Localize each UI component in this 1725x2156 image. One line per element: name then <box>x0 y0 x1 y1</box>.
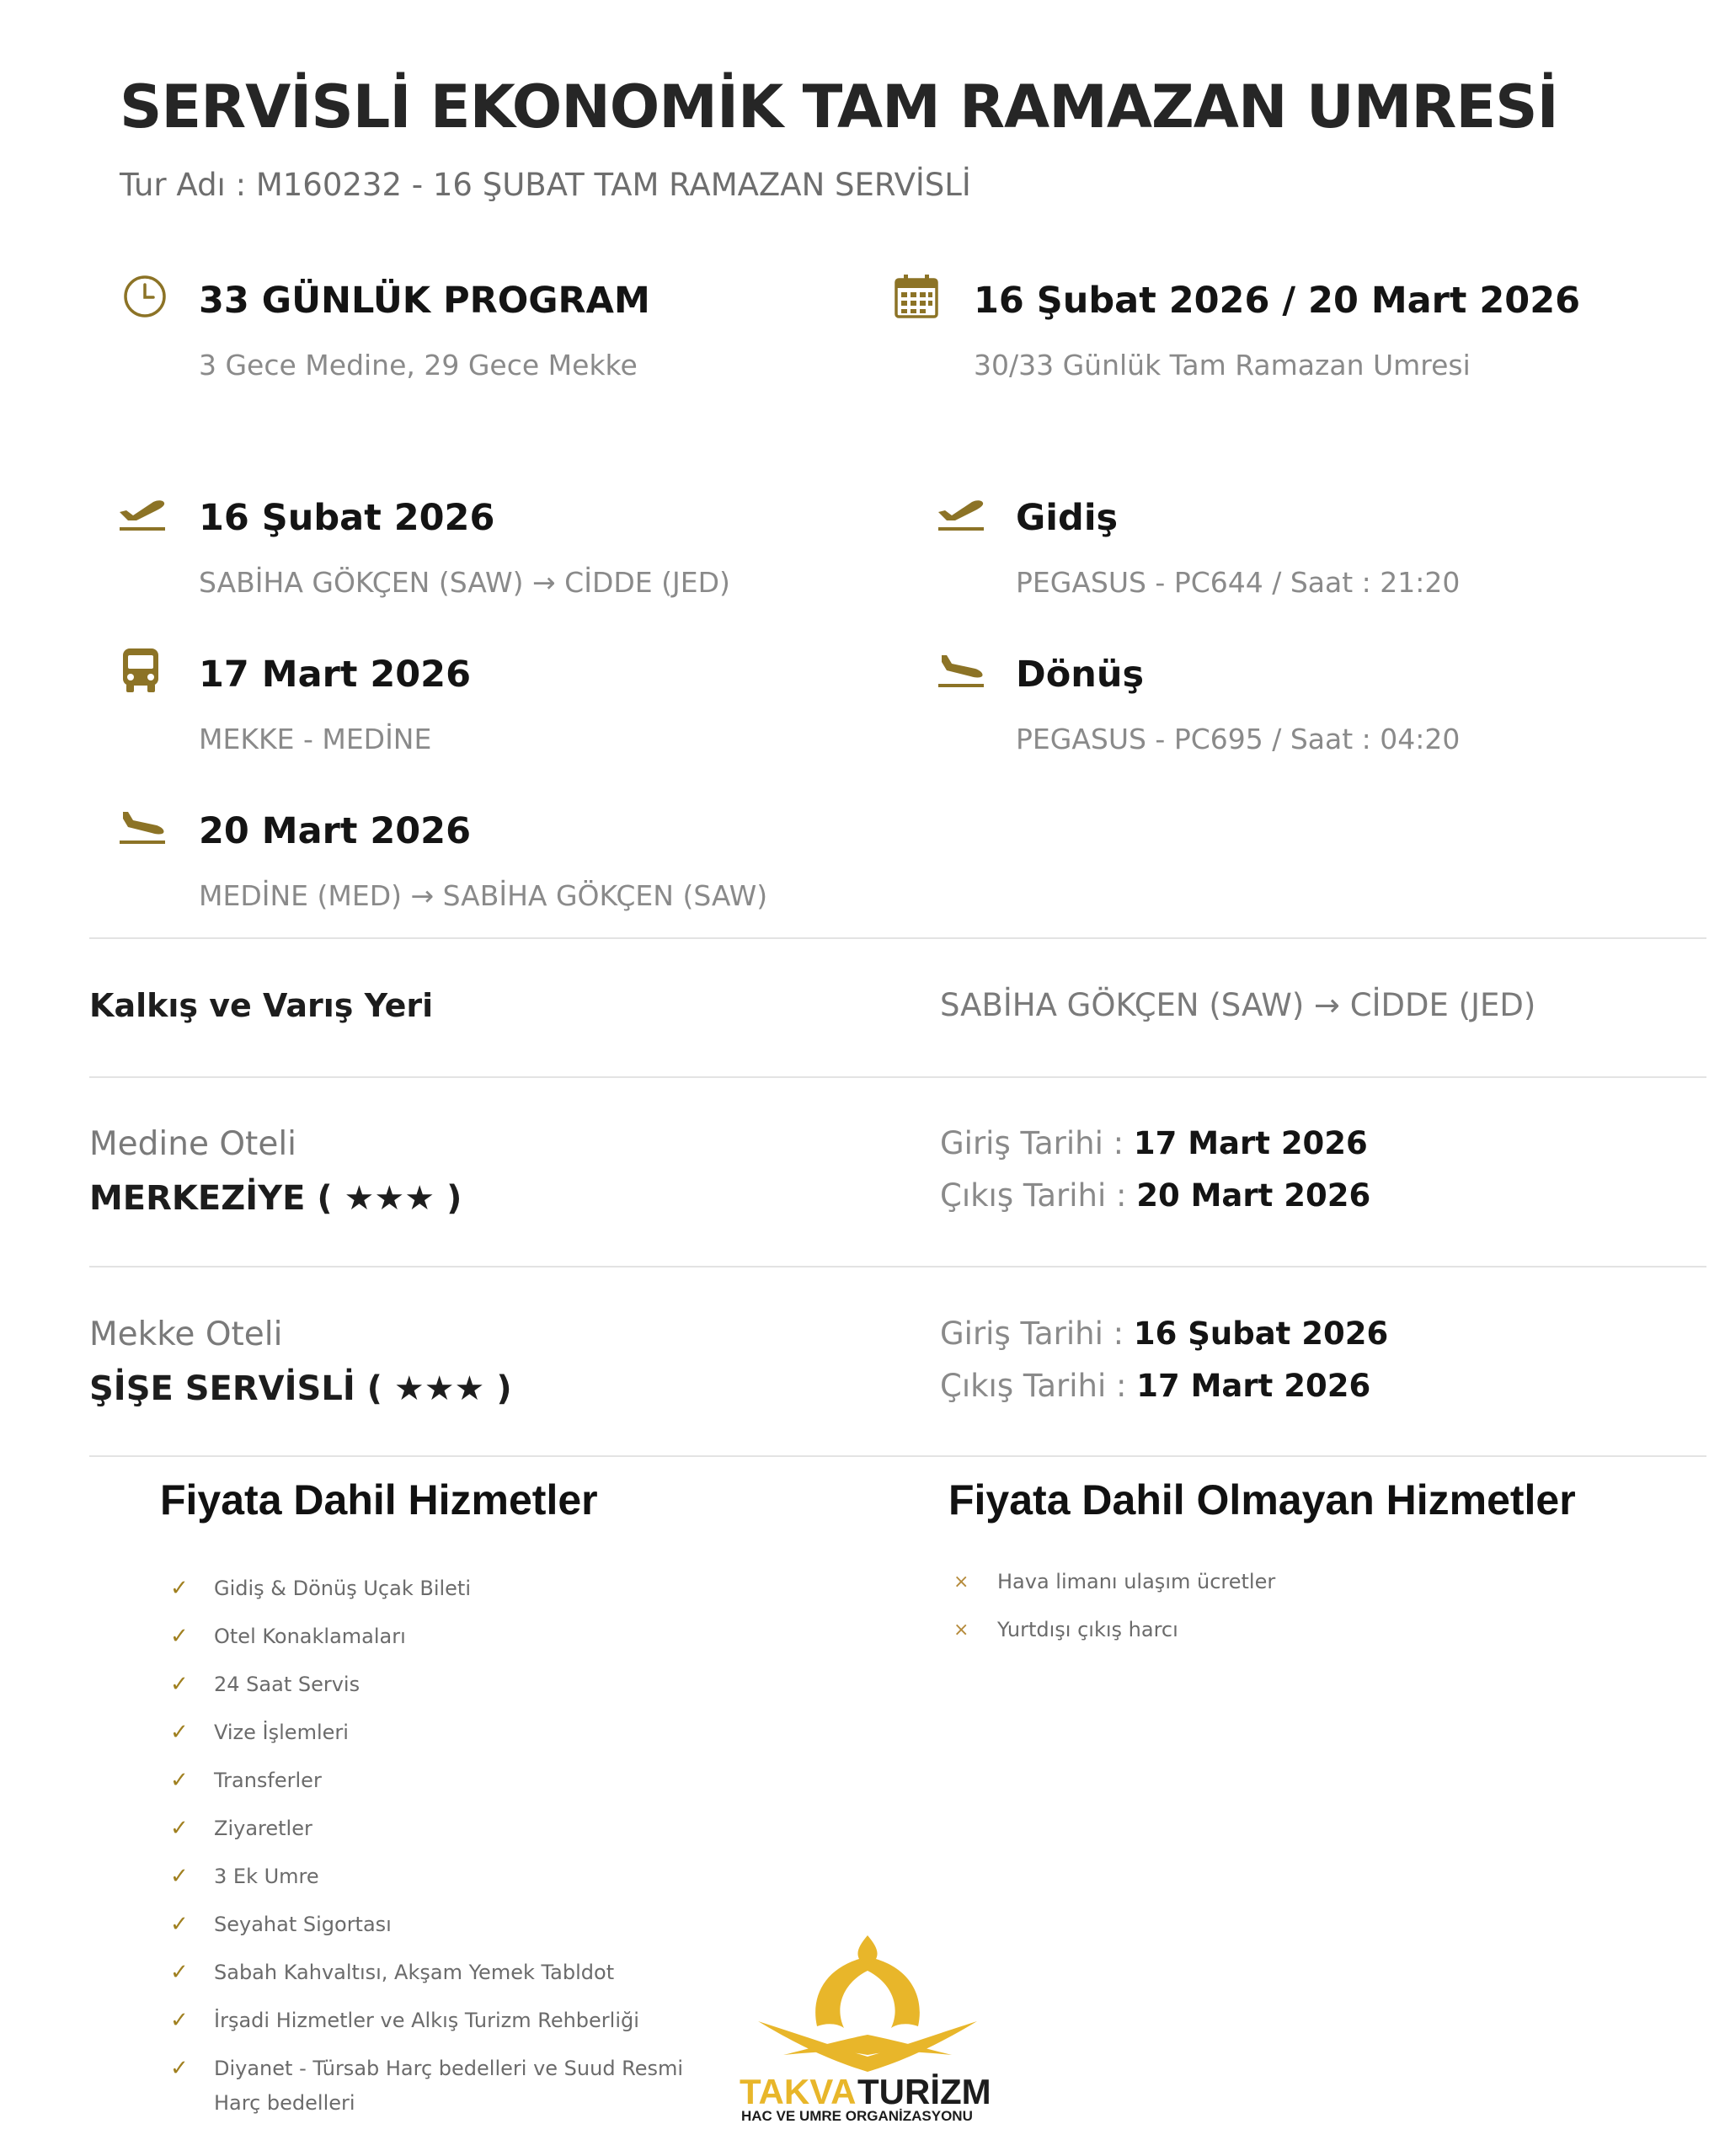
divider <box>89 1076 1706 1078</box>
included-item <box>170 1860 709 1894</box>
check-icon: ✓ <box>170 2008 189 2033</box>
included-item-label: İrşadi Hizmetler ve Alkış Turizm Rehberliği <box>214 2009 639 2032</box>
included-item <box>170 1908 709 1942</box>
check-icon: ✓ <box>170 1912 189 1937</box>
included-item-label: 3 Ek Umre <box>214 1865 319 1888</box>
medina-hotel-name: MERKEZİYE ( ★★★ ) <box>89 1179 462 1218</box>
clock-icon <box>120 271 170 322</box>
itinerary-1-sub: SABİHA GÖKÇEN (SAW) → CİDDE (JED) <box>199 566 730 599</box>
included-item-label: Otel Konaklamaları <box>214 1625 406 1648</box>
medina-checkin: Giriş Tarihi : 17 Mart 2026 <box>940 1125 1368 1161</box>
svg-text:TAKVA: TAKVA <box>740 2072 857 2111</box>
program-sub: 3 Gece Medine, 29 Gece Mekke <box>199 349 638 382</box>
dates-sub: 30/33 Günlük Tam Ramazan Umresi <box>974 349 1471 382</box>
included-item-label: Transferler <box>214 1769 322 1792</box>
route-value: SABİHA GÖKÇEN (SAW) → CİDDE (JED) <box>940 987 1536 1023</box>
excluded-services-list <box>953 1565 1493 1661</box>
check-icon: ✓ <box>170 1768 189 1793</box>
flight-return-title: Dönüş <box>1016 654 1145 696</box>
flight-outbound-title: Gidiş <box>1016 497 1119 539</box>
medina-hotel-label: Medine Oteli <box>89 1125 296 1163</box>
plane-arrival-icon <box>937 650 985 692</box>
included-item-label: Diyanet - Türsab Harç bedelleri ve Suud Resmi Harç bedelleri <box>214 2057 684 2115</box>
svg-text:TURİZM: TURİZM <box>857 2072 991 2111</box>
itinerary-2-title: 17 Mart 2026 <box>199 654 472 696</box>
flight-return-sub: PEGASUS - PC695 / Saat : 04:20 <box>1016 723 1461 755</box>
mecca-hotel-name: ŞİŞE SERVİSLİ ( ★★★ ) <box>89 1369 512 1408</box>
route-label: Kalkış ve Varış Yeri <box>89 987 434 1024</box>
included-item-label: Vize İşlemleri <box>214 1721 349 1744</box>
medina-checkout: Çıkış Tarihi : 20 Mart 2026 <box>940 1177 1371 1214</box>
plane-arrival-icon <box>118 807 167 849</box>
takva-turizm-logo <box>733 1929 1002 2122</box>
check-icon: ✓ <box>170 1720 189 1745</box>
itinerary-3-sub: MEDİNE (MED) → SABİHA GÖKÇEN (SAW) <box>199 879 768 912</box>
included-item <box>170 1812 709 1846</box>
included-services-title: Fiyata Dahil Hizmetler <box>160 1476 598 1524</box>
included-item <box>170 1668 709 1702</box>
divider <box>89 1455 1706 1457</box>
check-icon: ✓ <box>170 1864 189 1889</box>
check-icon: ✓ <box>170 2056 189 2081</box>
included-item <box>170 1764 709 1798</box>
bus-icon <box>120 647 162 694</box>
included-item <box>170 2052 709 2121</box>
check-icon: ✓ <box>170 1576 189 1601</box>
included-item-label: Ziyaretler <box>214 1817 312 1840</box>
mosque-dome-icon <box>733 1929 1002 2122</box>
excluded-services-title: Fiyata Dahil Olmayan Hizmetler <box>948 1476 1576 1524</box>
included-item <box>170 1716 709 1750</box>
included-item <box>170 1572 709 1606</box>
excluded-item <box>953 1613 1493 1647</box>
itinerary-2-sub: MEKKE - MEDİNE <box>199 723 432 755</box>
check-icon: ✓ <box>170 1624 189 1649</box>
divider <box>89 937 1706 939</box>
program-title: 33 GÜNLÜK PROGRAM <box>199 280 650 322</box>
mecca-hotel-label: Mekke Oteli <box>89 1315 283 1353</box>
excluded-item <box>953 1565 1493 1599</box>
included-item-label: Sabah Kahvaltısı, Akşam Yemek Tabldot <box>214 1961 615 1984</box>
included-item <box>170 1620 709 1654</box>
plane-departure-icon <box>937 492 985 534</box>
mecca-checkin: Giriş Tarihi : 16 Şubat 2026 <box>940 1315 1389 1352</box>
plane-departure-icon <box>118 492 167 534</box>
excluded-item-label: Hava limanı ulaşım ücretler <box>997 1570 1276 1593</box>
included-item <box>170 1956 709 1990</box>
page-title: SERVİSLİ EKONOMİK TAM RAMAZAN UMRESİ <box>120 72 1558 141</box>
dates-title: 16 Şubat 2026 / 20 Mart 2026 <box>974 280 1581 322</box>
included-item <box>170 2004 709 2038</box>
itinerary-3-title: 20 Mart 2026 <box>199 810 472 852</box>
svg-text:HAC VE UMRE ORGANİZASYONU: HAC VE UMRE ORGANİZASYONU <box>741 2108 973 2122</box>
included-services-list <box>170 1572 709 2134</box>
itinerary-1-title: 16 Şubat 2026 <box>199 497 495 539</box>
divider <box>89 1266 1706 1267</box>
cross-icon: × <box>953 1620 969 1641</box>
flight-outbound-sub: PEGASUS - PC644 / Saat : 21:20 <box>1016 566 1461 599</box>
excluded-item-label: Yurtdışı çıkış harcı <box>997 1618 1178 1641</box>
cross-icon: × <box>953 1572 969 1593</box>
included-item-label: Seyahat Sigortası <box>214 1913 392 1936</box>
check-icon: ✓ <box>170 1672 189 1697</box>
mecca-checkout: Çıkış Tarihi : 17 Mart 2026 <box>940 1368 1371 1404</box>
included-item-label: 24 Saat Servis <box>214 1673 360 1696</box>
included-item-label: Gidiş & Dönüş Uçak Bileti <box>214 1577 472 1600</box>
tour-name: Tur Adı : M160232 - 16 ŞUBAT TAM RAMAZAN SERVİSLİ <box>120 167 971 203</box>
check-icon: ✓ <box>170 1960 189 1985</box>
calendar-icon <box>891 271 942 322</box>
check-icon: ✓ <box>170 1816 189 1841</box>
